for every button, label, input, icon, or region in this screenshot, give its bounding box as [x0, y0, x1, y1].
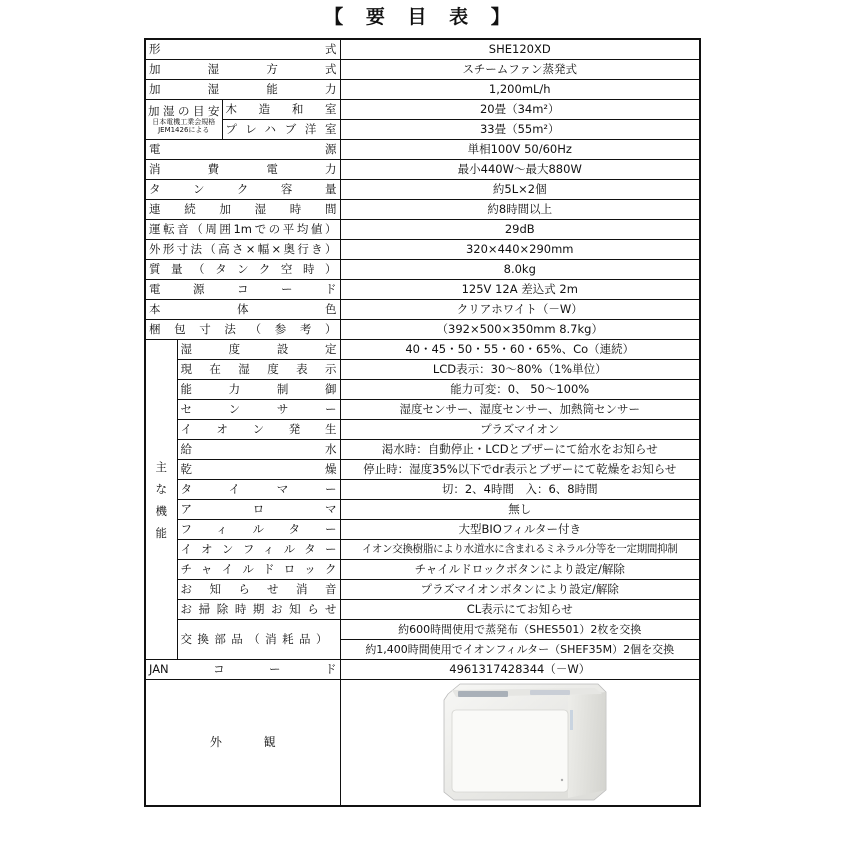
- spec-table: [144, 38, 701, 807]
- row-value: SHE120XD: [340, 39, 700, 60]
- row-label: 現在湿度表示: [177, 360, 340, 380]
- humidifier-image: [430, 680, 610, 805]
- wood-room-value: 20畳（34m²）: [341, 100, 700, 120]
- row-label: タンク容量: [145, 180, 340, 200]
- table-row: [145, 180, 700, 200]
- humidifier-illustration: [430, 680, 610, 805]
- row-label: チャイルドロック: [177, 560, 340, 580]
- row-value: CL表示にてお知らせ: [340, 600, 700, 620]
- row-value: 単相100V 50/60Hz: [340, 140, 700, 160]
- row-value: 渇水時：自動停止・LCDとブザーにて給水をお知らせ: [340, 440, 700, 460]
- table-row: [145, 80, 700, 100]
- table-row: [145, 140, 700, 160]
- row-value: クリアホワイト（－W）: [340, 300, 700, 320]
- row-value: 停止時：湿度35%以下でdr表示とブザーにて乾燥をお知らせ: [340, 460, 700, 480]
- table-row: [145, 480, 700, 500]
- row-label: フィルター: [177, 520, 340, 540]
- table-row: [145, 680, 700, 807]
- row-label: お掃除時期お知らせ: [177, 600, 340, 620]
- jan-label: JANコード: [145, 660, 340, 680]
- row-value: プラズマイオン: [340, 420, 700, 440]
- functions-category-label: 主な機能: [155, 459, 167, 540]
- row-label: お知らせ消音: [177, 580, 340, 600]
- table-row: [145, 220, 700, 240]
- row-value: スチームファン蒸発式: [340, 60, 700, 80]
- table-row: [145, 620, 700, 640]
- row-label: タイマー: [177, 480, 340, 500]
- table-row: [145, 160, 700, 180]
- row-value: 約5L×2個: [340, 180, 700, 200]
- table-row: [145, 260, 700, 280]
- appearance-label-2: 観: [263, 735, 276, 749]
- room-guide-note2: JEM1426による: [158, 126, 210, 134]
- row-value: 無し: [340, 500, 700, 520]
- wood-room-label: 木造和室: [222, 100, 340, 120]
- table-row: [145, 39, 700, 60]
- table-row: [145, 100, 700, 140]
- table-row: [145, 600, 700, 620]
- table-row: [145, 660, 700, 680]
- parts-value-2: 約1,400時間使用でイオンフィルター（SHEF35M）2個を交換: [340, 640, 700, 660]
- room-subtable: [146, 100, 340, 139]
- row-value: 大型BIOフィルター付き: [340, 520, 700, 540]
- table-row: [145, 540, 700, 560]
- table-row: [145, 200, 700, 220]
- table-row: [145, 460, 700, 480]
- table-row: [145, 580, 700, 600]
- row-label: 給水: [177, 440, 340, 460]
- row-value: LCD表示：30～80%（1%単位）: [340, 360, 700, 380]
- parts-value-1: 約600時間使用で蒸発布（SHES501）2枚を交換: [340, 620, 700, 640]
- row-value: 8.0kg: [340, 260, 700, 280]
- row-label: センサー: [177, 400, 340, 420]
- row-label: 質量（タンク空時）: [145, 260, 340, 280]
- table-row: [145, 520, 700, 540]
- row-label: 連続加湿時間: [145, 200, 340, 220]
- row-label: アロマ: [177, 500, 340, 520]
- row-label: 形式: [145, 39, 340, 60]
- appearance-label-1: 外: [209, 735, 222, 749]
- prefab-room-label: プレハブ洋室: [225, 122, 337, 136]
- table-row: [145, 440, 700, 460]
- row-label: 外形寸法（高さ×幅×奥行き）: [145, 240, 340, 260]
- row-value: 1,200mL/h: [340, 80, 700, 100]
- page-title: 【 要 目 表 】: [324, 6, 518, 28]
- row-value: プラズマイオンボタンにより設定/解除: [340, 580, 700, 600]
- table-row: [145, 360, 700, 380]
- product-photo-cell: [340, 680, 700, 807]
- row-label: 電源コード: [145, 280, 340, 300]
- row-value: 320×440×290mm: [340, 240, 700, 260]
- appearance-label-cell: [145, 680, 340, 807]
- table-row: [145, 400, 700, 420]
- row-label: 梱包寸法（参考）: [145, 320, 340, 340]
- row-label: 湿度設定: [177, 340, 340, 360]
- table-row: [145, 60, 700, 80]
- row-value: チャイルドロックボタンにより設定/解除: [340, 560, 700, 580]
- table-row: [145, 380, 700, 400]
- prefab-room-value: 33畳（55m²）: [479, 122, 560, 136]
- functions-category: [145, 340, 177, 660]
- row-label: イオン発生: [177, 420, 340, 440]
- row-value: 能力可変：0、 50～100%: [340, 380, 700, 400]
- row-label: 能力制御: [177, 380, 340, 400]
- table-row: [145, 560, 700, 580]
- parts-label: 交換部品（消耗品）: [177, 620, 340, 660]
- row-label: 消費電力: [145, 160, 340, 180]
- row-label: 乾燥: [177, 460, 340, 480]
- table-row: [145, 280, 700, 300]
- row-value: 約8時間以上: [340, 200, 700, 220]
- row-value: イオン交換樹脂により水道水に含まれるミネラル分等を一定期間抑制: [340, 540, 700, 560]
- row-value: 40・45・50・55・60・65%、Co（連続）: [340, 340, 700, 360]
- table-row: [145, 340, 700, 360]
- row-value: 29dB: [340, 220, 700, 240]
- jan-value: 4961317428344（－W）: [340, 660, 700, 680]
- table-row: [145, 300, 700, 320]
- row-label: 本体色: [145, 300, 340, 320]
- row-label: イオンフィルター: [177, 540, 340, 560]
- table-row: [145, 500, 700, 520]
- room-guide-label: 加湿の目安: [148, 104, 220, 118]
- row-label: 電源: [145, 140, 340, 160]
- row-label: 運転音（周囲1mでの平均値）: [145, 220, 340, 240]
- table-row: [145, 320, 700, 340]
- row-value: 125V 12A 差込式 2m: [340, 280, 700, 300]
- row-label: 加湿方式: [145, 60, 340, 80]
- row-value: 切：2、4時間 入：6、8時間: [340, 480, 700, 500]
- row-value: （392×500×350mm 8.7kg）: [340, 320, 700, 340]
- row-value: 湿度センサー、湿度センサー、加熱筒センサー: [340, 400, 700, 420]
- row-label: 加湿能力: [145, 80, 340, 100]
- table-row: [145, 240, 700, 260]
- table-row: [145, 420, 700, 440]
- room-guide-note1: 日本電機工業会規格: [152, 118, 216, 126]
- row-value: 最小440W～最大880W: [340, 160, 700, 180]
